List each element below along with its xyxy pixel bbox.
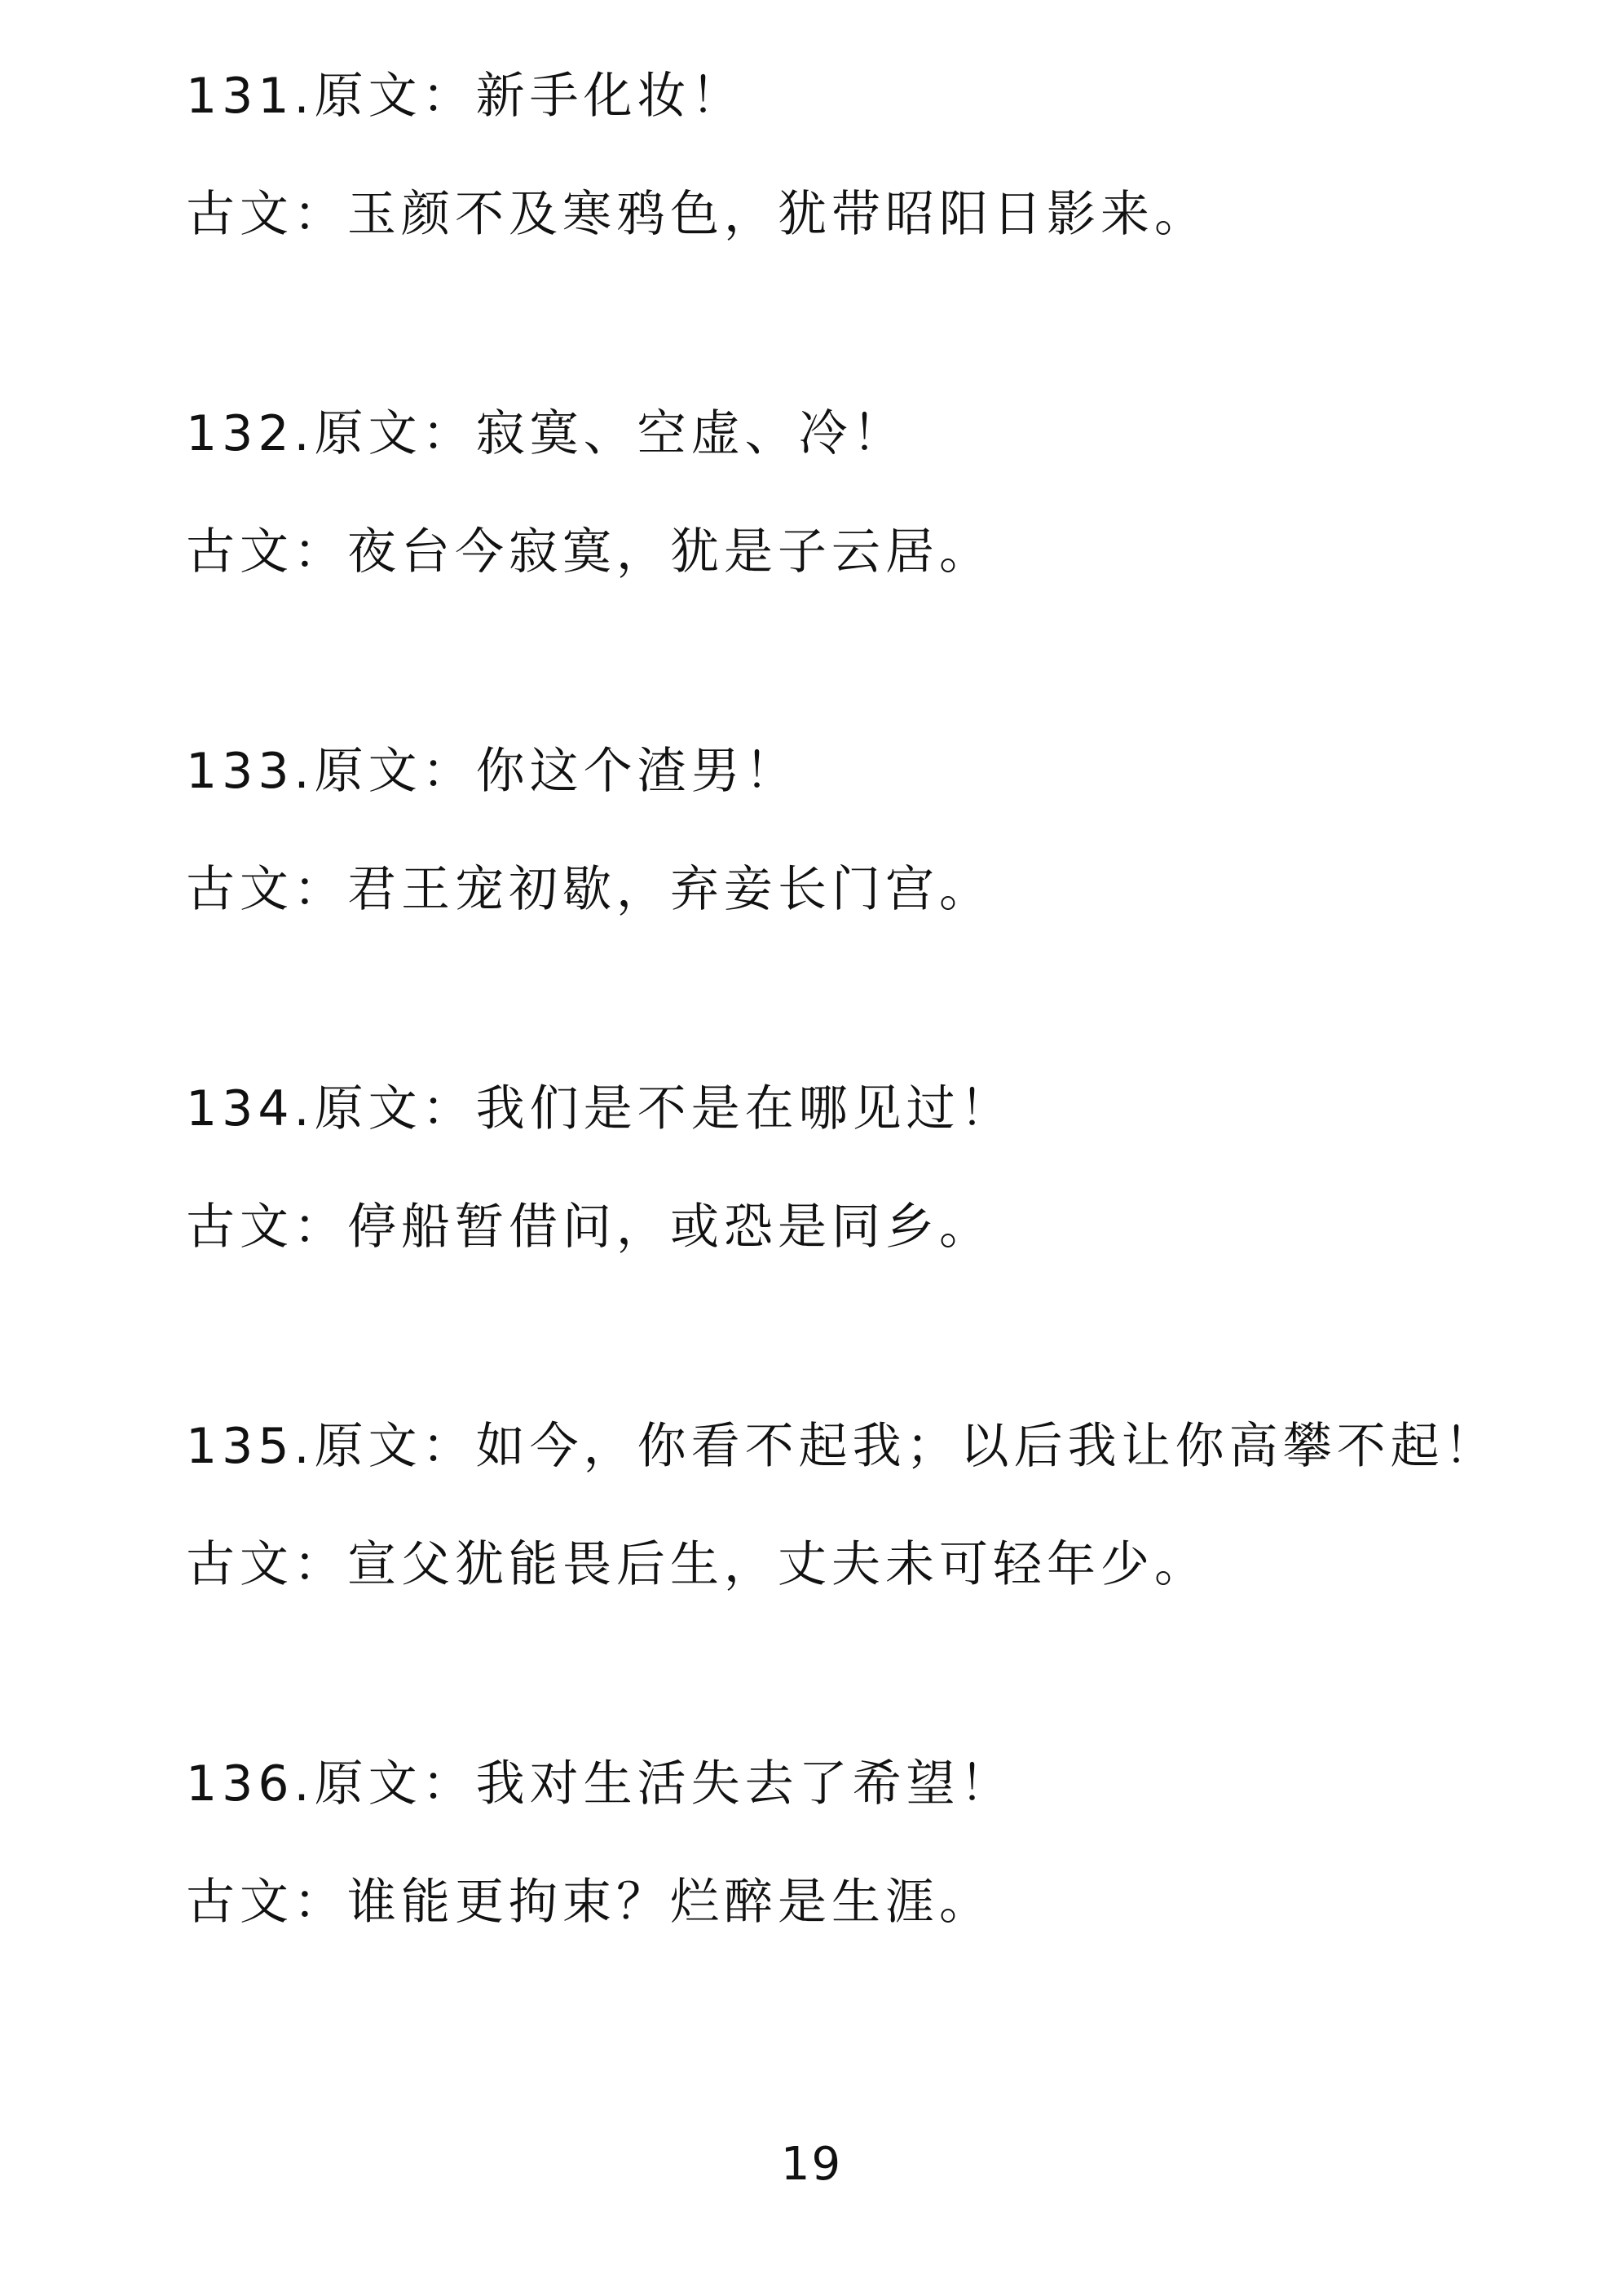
classical-label: 古文：	[186, 1536, 347, 1593]
original-label: 原文：	[314, 743, 476, 800]
original-line	[186, 64, 1572, 129]
classical-line	[186, 519, 1572, 585]
classical-label: 古文：	[186, 186, 347, 243]
entry-133	[186, 739, 1572, 1076]
original-label: 原文：	[314, 1418, 476, 1475]
entry-number: 134.	[186, 1080, 315, 1137]
classical-text: 夜台今寂寞，犹是子云居。	[347, 523, 993, 581]
classical-label: 古文：	[186, 1874, 347, 1931]
entry-number: 133.	[186, 743, 315, 800]
classical-label: 古文：	[186, 523, 347, 581]
entry-136	[186, 1751, 1572, 2089]
page-number: 19	[780, 2138, 843, 2191]
original-line	[186, 1076, 1572, 1141]
entry-number: 132.	[186, 405, 315, 462]
classical-text: 谁能更拘束？烂醉是生涯。	[347, 1874, 993, 1931]
entry-number: 131.	[186, 68, 315, 125]
original-text: 我对生活失去了希望！	[475, 1755, 1014, 1813]
classical-line	[186, 182, 1572, 247]
original-text: 你这个渣男！	[475, 743, 799, 800]
original-label: 原文：	[314, 1080, 476, 1137]
classical-text: 停船暂借问，或恐是同乡。	[347, 1199, 993, 1256]
entry-list	[186, 64, 1572, 2089]
original-line	[186, 739, 1572, 804]
original-line	[186, 1751, 1572, 1817]
original-label: 原文：	[314, 1755, 476, 1813]
classical-text: 君王宠初歇，弃妾长门宫。	[347, 861, 993, 918]
classical-line	[186, 1532, 1572, 1597]
original-label: 原文：	[314, 68, 476, 125]
original-line	[186, 401, 1572, 466]
original-text: 寂寞、空虚、冷！	[475, 405, 906, 462]
entry-135	[186, 1414, 1572, 1751]
classical-line	[186, 1194, 1572, 1260]
entry-131	[186, 64, 1572, 401]
original-line	[186, 1414, 1572, 1479]
classical-text: 宣父犹能畏后生，丈夫未可轻年少。	[347, 1536, 1208, 1593]
classical-line	[186, 857, 1572, 922]
classical-label: 古文：	[186, 1199, 347, 1256]
entry-132	[186, 401, 1572, 739]
original-text: 我们是不是在哪见过！	[475, 1080, 1014, 1137]
classical-line	[186, 1870, 1572, 1935]
original-text: 如今，你看不起我；以后我让你高攀不起！	[475, 1418, 1498, 1475]
classical-label: 古文：	[186, 861, 347, 918]
entry-134	[186, 1076, 1572, 1414]
original-label: 原文：	[314, 405, 476, 462]
entry-number: 135.	[186, 1418, 315, 1475]
entry-number: 136.	[186, 1755, 315, 1813]
classical-text: 玉颜不及寒鸦色，犹带昭阳日影来。	[347, 186, 1208, 243]
original-text: 新手化妆！	[475, 68, 745, 125]
